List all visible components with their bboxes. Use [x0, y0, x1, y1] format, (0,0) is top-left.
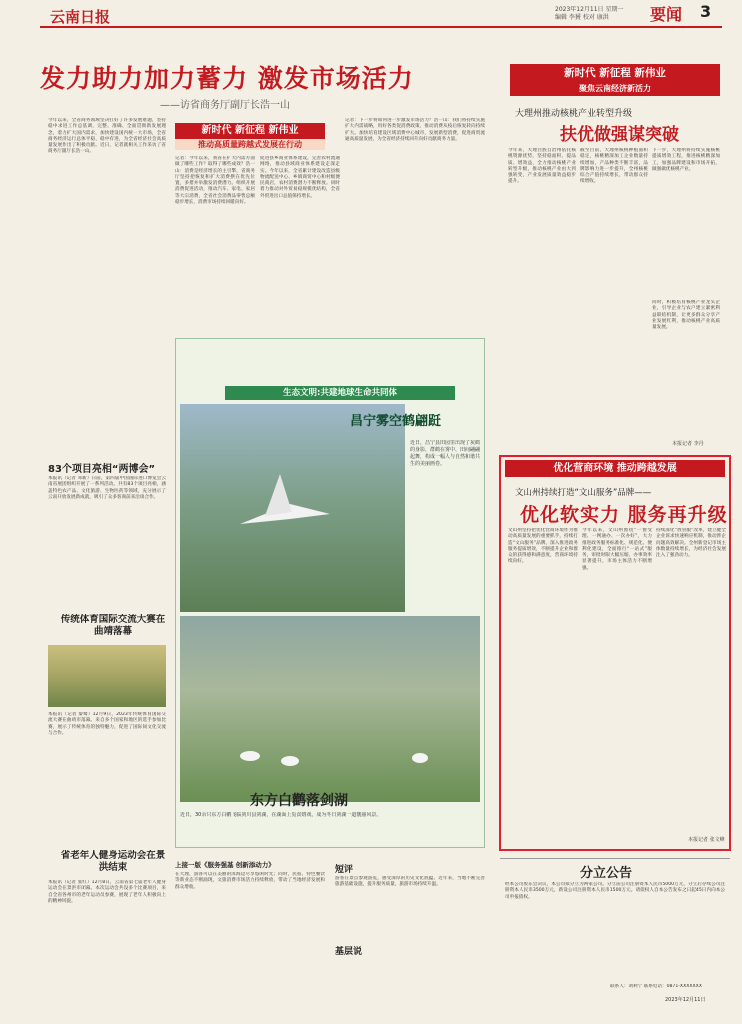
- notice-contact: 联系人：刘利宁 联系电话：0871-XXXXXXX: [610, 984, 702, 989]
- story-83-title: 83个项目亮相“两博会”: [48, 464, 156, 475]
- opera-photo: [48, 645, 166, 707]
- lead-col-2: 记者：今年以来，我省在扩大内需方面做了哪些工作？取得了哪些成效？浩一山：消费是经济增长的主引擎，省商务厅坚持把恢复和扩大消费摆在优先位置，多措并举激发消费潜力。组织开展消费促进活动，推动汽车、家电、家居等大宗消费，全省社会消费品零售总额稳步增长，消费市场持续回暖向好。: [175, 156, 255, 206]
- notice-rule: [500, 858, 730, 859]
- lead-headline: 发力助力加力蓄力 激发市场活力: [40, 64, 414, 93]
- story-83-text: 本报讯（记者 邓新）日前，第四届中国国际进口博览会云南省展团组织开展了一系列活动。共有83个项目亮相，涵盖特色农产品、文化旅游、生物医药等领域，充分展示了云南开放发展新成就，吸引了众多客商前来洽谈合作。: [48, 476, 166, 500]
- highlight-banner: 优化营商环境 推动跨越发展: [505, 460, 725, 477]
- highlight-headline: 优化软实力 服务再升级: [520, 504, 728, 526]
- notice-date: 2023年12月11日: [665, 997, 706, 1003]
- highlight-col-2: 今年以来，文山州围绕“一窗受理、一网通办、一次办好”，大力推进政务服务标准化、规范化、便利化建设，全面推行“一站式”服务，审批时限大幅压缩，办事效率显著提升，市场主体活力不断增强。: [582, 528, 652, 571]
- story-elderly-title: 省老年人健身运动会在景洪结束: [60, 850, 166, 873]
- lead-col-4: 记者：下一步将如何进一步激发市场活力？浩一山：我们将持续实施扩大内需战略，用好各类促消费政策，推动消费从疫后恢复转向持续扩大。加快培育建设区域消费中心城市，发展新型消费，促进商贸流通高质量发展，为全省经济持续回升向好贡献商务力量。: [345, 118, 485, 142]
- lower-col-a: 在大理，游客可以在美丽的洱海边尽享悠闲时光；同时，民宿、特色餐饮等新业态不断涌现，文旅消费市场活力持续释放，带动了当地经济发展和群众增收。: [175, 872, 325, 890]
- right-banner: 新时代 新征程 新伟业: [510, 64, 720, 82]
- right-col-2: 截至目前，大理州核桃种植面积稳定，核桃精深加工企业数量持续增加，产品种类不断丰富，品牌影响力进一步提升，全州核桃综合产值持续增长，带动群众持续增收。: [580, 148, 648, 185]
- highlight-col-3: 持续深化“放管服”改革，建立健全企业诉求快速响应机制，推动涉企问题高效解决。全州新登记市场主体数量持续增长，为经济社会发展注入了强劲动力。: [656, 528, 726, 559]
- lower-col-b: 游客在景点参观游览，感受深厚的历史文化底蕴。近年来，当地不断完善旅游基础设施，提升服务质量，旅游市场持续升温。: [335, 876, 485, 888]
- grassroots-title: 基层说: [335, 947, 363, 957]
- issue-date: 2023年12月11日 星期一: [555, 6, 624, 13]
- right-kicker: 大理州推动核桃产业转型升级: [515, 109, 633, 119]
- lead-col-1: 今年以来，全省商务领域坚决扛好了许多发展难题，坚持稳中求进工作总基调，完整、准确、全面贯彻新发展理念，着力扩大国内需求，加快建设国内统一大市场，全省商务经济运行总体平稳、稳中有进，为全省经济社会高质量发展作出了积极贡献。近日，记者就相关工作采访了省商务厅副厅长浩一山。: [48, 118, 166, 155]
- highlight-col-1: 文山州坚持把优化营商环境作为推动高质量发展的重要抓手，持续打造“文山服务”品牌，深入推进政务服务提质增效，不断提升企业和群众的获得感和满意度，营商环境持续向好。: [508, 528, 578, 565]
- right-banner-sub: 聚焦云南经济新活力: [510, 82, 720, 96]
- masthead-rule: [40, 26, 722, 28]
- ecology-photo2-caption: 近日，30余只东方白鹳飞临剑川县剑湖，在湖面上觅食嬉戏，成为冬日剑湖一道靓丽风景。: [180, 812, 382, 818]
- story-elderly-text: 本报讯（记者 张红）12月8日，云南省第七届老年人健身运动会在景洪市闭幕。本次运动会共设多个比赛项目，来自全省各州市的老年运动员参赛，展现了老年人积极向上的精神风貌。: [48, 880, 166, 904]
- masthead-date: [555, 6, 635, 22]
- page-number: 3: [700, 2, 712, 21]
- lead-banner-sub: 推动高质量跨越式发展在行动: [175, 139, 325, 150]
- notice-title: 分立公告: [580, 866, 633, 881]
- notice-text: 经本公司股东会决议，本公司拟分立为两家公司。分立前公司注册资本人民币5000万元，分立后存续公司注册资本人民币3500万元，新设公司注册资本人民币1500万元。请债权人自本公告发布之日起45日内向本公司申报债权。: [505, 882, 725, 900]
- editor-line: 编辑 李贇 校对 康洪: [555, 14, 609, 21]
- short-comment-title: 短评: [335, 865, 354, 875]
- lead-col-3: 促进县乡商业体系建设，完善农村流通网络，推动县域商业体系建设走深走实。今年以来，全省累计建设改造县级物流配送中心、乡镇商贸中心和村级便民商店，农村消费潜力不断释放。同时着力推动对外贸易稳规模优结构，全省外贸进出口总值保持增长。: [260, 156, 340, 199]
- masthead-logo: 云南日报: [50, 8, 111, 26]
- section-name: 要闻: [650, 5, 683, 24]
- ecology-photo1-title: 昌宁雾空鹤翩跹: [350, 414, 442, 429]
- stork-photo: [180, 616, 480, 802]
- highlight-byline: 本报记者 张文峰: [688, 837, 725, 843]
- lead-banner: 新时代 新征程 新伟业: [175, 123, 325, 139]
- lead-subhead: ——访省商务厅副厅长浩一山: [160, 100, 290, 111]
- highlight-kicker: 文山州持续打造“文山服务”品牌——: [515, 488, 652, 498]
- crane-icon: [180, 404, 405, 612]
- ecology-photo1-caption: 近日，昌宁县田园里出现了灰鹤的身影，群鹤在雾中、田间翩翩起舞，构成一幅人与自然和谐共生的美丽画卷。: [410, 440, 481, 467]
- right-headline: 扶优做强谋突破: [560, 125, 679, 145]
- story-opera-text: 本报讯（记者 秦鹭）12月9日，2023年传统体育国际交流大赛在曲靖市落幕。来自多个国家和地区的选手参加比赛，展示了传统体育的独特魅力，促进了国际间文化交流与合作。: [48, 712, 166, 736]
- right-col-4: 同时，积极培育核桃产业龙头企业，引导企业与农户建立紧密利益联结机制，让更多群众分享产业发展红利，推动核桃产业高质量发展。: [652, 300, 720, 331]
- right-col-1: 今年来，大理白族自治州依托核桃资源优势，坚持稳面积、提品质、增效益，全力推动核桃产业转型升级，推动核桃产业由大到强转变，产业发展质量效益稳步提升。: [508, 148, 576, 185]
- continue-title: 上接一版《服务强基 创新添动力》: [175, 861, 275, 869]
- stork-icon: [180, 616, 480, 802]
- ecology-photo2-title: 东方白鹳落剑湖: [250, 793, 348, 809]
- crane-photo: [180, 404, 405, 612]
- right-col-3: 下一步，大理州将持续实施核桃提质增效工程，推进核桃精深加工，加强品牌建设和市场开拓，做强做优核桃产业。: [652, 148, 720, 172]
- right-byline: 本报记者 李丹: [672, 441, 704, 447]
- ecology-banner: 生态文明:共建地球生命共同体: [225, 386, 455, 400]
- story-opera-title: 传统体育国际交流大赛在曲靖落幕: [60, 614, 166, 637]
